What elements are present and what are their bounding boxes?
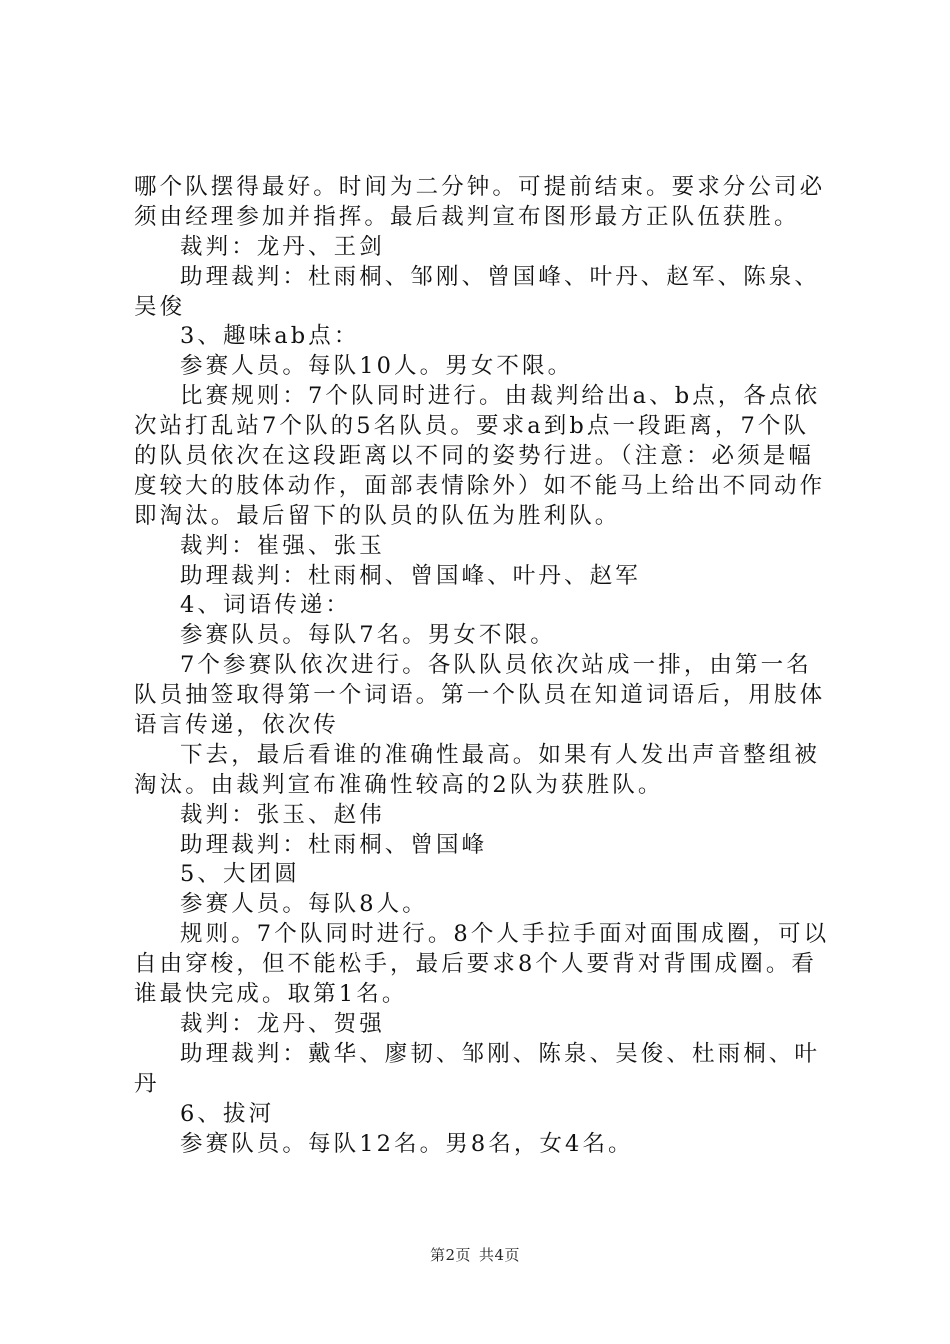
text-line: 参赛队员。每队12名。男8名，女4名。 <box>180 1130 634 1157</box>
text-line: 丹 <box>134 1070 160 1097</box>
section-heading: 5、大团圆 <box>180 861 300 888</box>
text-line: 哪个队摆得最好。时间为二分钟。可提前结束。要求分公司必 <box>134 174 826 200</box>
body-text <box>134 173 834 1159</box>
text-line: 参赛队员。每队7名。男女不限。 <box>180 622 556 649</box>
page-total: 共4页 <box>479 1246 521 1264</box>
text-line: 自由穿梭，但不能松手，最后要求8个人要背对背围成圈。看 <box>134 951 818 978</box>
text-line: 裁判：张玉、赵伟 <box>180 801 385 828</box>
section-heading: 4、词语传递： <box>180 592 352 619</box>
text-line: 吴俊 <box>134 293 186 320</box>
text-line: 队员抽签取得第一个词语。第一个队员在知道词语后，用肢体 <box>134 682 826 709</box>
text-line: 即淘汰。最后留下的队员的队伍为胜利队。 <box>134 502 621 529</box>
text-line: 的队员依次在这段距离以不同的姿势行进。（注意：必须是幅 <box>134 443 814 470</box>
text-line: 裁判：崔强、张玉 <box>180 532 385 559</box>
page-number: 第2页 <box>429 1246 471 1264</box>
text-line: 规则。7个队同时进行。8个人手拉手面对面围成圈，可以 <box>180 921 830 948</box>
text-line: 次站打乱站7个队的5名队员。要求a到b点一段距离，7个队 <box>134 413 810 440</box>
text-line: 裁判：龙丹、贺强 <box>180 1010 385 1037</box>
text-line: 7个参赛队依次进行。各队队员依次站成一排，由第一名 <box>180 652 812 679</box>
text-line: 助理裁判：杜雨桐、曾国峰、叶丹、赵军 <box>180 562 641 589</box>
text-line: 助理裁判：戴华、廖韧、邹刚、陈泉、吴俊、杜雨桐、叶 <box>180 1040 821 1067</box>
text-line: 谁最快完成。取第1名。 <box>134 981 408 1008</box>
section-heading: 6、拔河 <box>180 1100 275 1127</box>
text-line: 淘汰。由裁判宣布准确性较高的2队为获胜队。 <box>134 771 664 798</box>
text-line: 度较大的肢体动作，面部表情除外）如不能马上给出不同动作 <box>134 472 826 499</box>
page-footer <box>0 1244 950 1265</box>
text-line: 助理裁判：杜雨桐、曾国峰 <box>180 831 488 858</box>
text-line: 比赛规则：7个队同时进行。由裁判给出a、b点，各点依 <box>180 383 821 410</box>
text-line: 裁判：龙丹、王剑 <box>180 233 385 260</box>
text-line: 下去，最后看谁的准确性最高。如果有人发出声音整组被 <box>180 741 821 768</box>
text-line: 助理裁判：杜雨桐、邹刚、曾国峰、叶丹、赵军、陈泉、 <box>180 263 821 290</box>
text-line: 语言传递，依次传 <box>134 712 339 739</box>
text-line: 须由经理参加并指挥。最后裁判宣布图形最方正队伍获胜。 <box>134 203 800 230</box>
section-heading: 3、趣味ab点： <box>180 323 360 350</box>
text-line: 参赛人员。每队10人。男女不限。 <box>180 353 574 380</box>
text-line: 参赛人员。每队8人。 <box>180 891 428 918</box>
